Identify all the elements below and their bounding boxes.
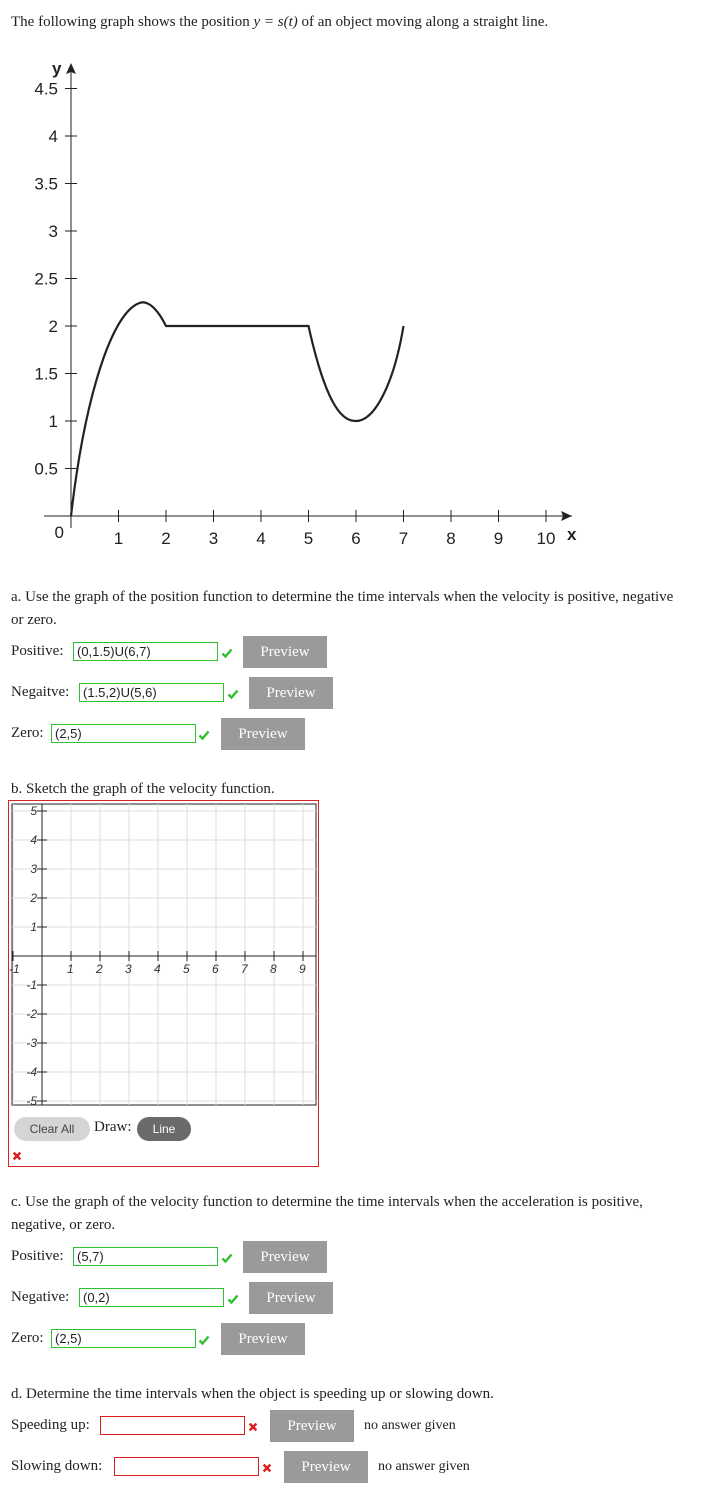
incorrect-x-icon [248,1422,258,1432]
sketch-y-tick-label: 1 [30,920,37,934]
x-tick-label: 4 [256,529,266,548]
y-tick-label: 2 [48,317,58,336]
part-a-prompt-line1: a. Use the graph of the position function to determine the time intervals when the velocity is positive, negative [11,589,674,605]
y-tick-label: 4.5 [34,79,58,99]
slowing-down-input[interactable] [114,1457,259,1476]
y-tick-label: 3 [48,222,58,241]
preview-button[interactable]: Preview [221,1323,305,1355]
velocity-zero-input[interactable]: (2,5) [51,724,196,743]
sketch-x-tick-label: 8 [270,962,277,976]
position-graph [0,55,600,555]
sketch-y-tick-label: 4 [30,833,37,847]
preview-button[interactable]: Preview [249,677,333,709]
preview-button[interactable]: Preview [284,1451,368,1483]
sketch-x-tick-label: -1 [9,962,20,976]
sketch-x-tick-label: 5 [183,962,190,976]
slowing-down-label: Slowing down: [11,1458,103,1474]
sketch-y-tick-label: -2 [26,1007,37,1021]
sketch-y-tick-label: -3 [26,1036,37,1050]
sketch-x-tick-label: 9 [299,962,306,976]
x-tick-label: 8 [446,529,456,548]
intro-text: The following graph shows the position y = s(t) of an object moving along a straight line. [11,14,549,30]
part-d-prompt: d. Determine the time intervals when the object is speeding up or slowing down. [11,1386,494,1402]
x-tick-label: 10 [536,529,556,548]
preview-button[interactable]: Preview [249,1282,333,1314]
clear-all-button[interactable]: Clear All [14,1117,90,1141]
sketch-x-tick-label: 6 [212,962,219,976]
origin-label: 0 [54,523,64,542]
x-tick-label: 6 [351,529,361,548]
sketch-x-tick-label: 2 [96,962,103,976]
correct-check-icon [198,1334,210,1346]
x-tick-label: 3 [208,529,219,548]
velocity-negative-label: Negaitve: [11,684,70,700]
sketch-x-tick-label: 4 [154,962,161,976]
correct-check-icon [221,1252,233,1264]
intro-math: y = s(t) [253,14,298,30]
part-c-prompt-line2: negative, or zero. [11,1217,116,1233]
velocity-positive-label: Positive: [11,643,64,659]
correct-check-icon [227,688,239,700]
acceleration-zero-input[interactable]: (2,5) [51,1329,196,1348]
incorrect-x-icon [262,1463,272,1473]
part-a-prompt-line2: or zero. [11,612,57,628]
draw-label: Draw: [94,1119,132,1135]
preview-button[interactable]: Preview [243,1241,327,1273]
sketch-y-tick-label: -1 [26,978,37,992]
correct-check-icon [221,647,233,659]
speeding-up-label: Speeding up: [11,1417,90,1433]
x-tick-label: 5 [303,529,314,548]
x-tick-label: 9 [493,529,504,548]
part-b-prompt: b. Sketch the graph of the velocity function. [11,781,275,797]
velocity-negative-input[interactable]: (1.5,2)U(5,6) [79,683,224,702]
sketch-y-tick-label: 2 [30,891,37,905]
preview-button[interactable]: Preview [243,636,327,668]
sketch-x-tick-label: 7 [241,962,248,976]
preview-button[interactable]: Preview [270,1410,354,1442]
y-tick-label: 0.5 [34,459,58,479]
position-curve [71,302,404,516]
part-c-prompt-line1: c. Use the graph of the velocity function to determine the time intervals when the acceleration is positive, [11,1194,643,1210]
incorrect-x-icon [12,1151,22,1161]
velocity-zero-label: Zero: [11,725,44,741]
y-tick-label: 1 [48,412,58,431]
x-tick-label: 2 [161,529,171,548]
acceleration-positive-input[interactable]: (5,7) [73,1247,218,1266]
correct-check-icon [198,729,210,741]
sketch-y-tick-label: -5 [26,1094,37,1108]
y-tick-label: 4 [48,127,58,146]
sketch-x-tick-label: 3 [125,962,132,976]
line-tool-button[interactable]: Line [137,1117,191,1141]
sketch-y-tick-label: 3 [30,862,37,876]
slowing-down-status: no answer given [378,1459,470,1474]
speeding-up-input[interactable] [100,1416,245,1435]
y-tick-label: 1.5 [34,364,58,384]
sketch-x-tick-label: 1 [67,962,74,976]
sketch-y-tick-label: 5 [30,804,37,818]
grid-border [12,804,316,1105]
correct-check-icon [227,1293,239,1305]
acceleration-zero-label: Zero: [11,1330,44,1346]
x-tick-label: 1 [113,529,124,548]
y-tick-label: 3.5 [34,174,58,194]
preview-button[interactable]: Preview [221,718,305,750]
velocity-sketch-canvas[interactable] [9,804,316,1108]
x-axis-label: x [567,525,577,544]
acceleration-negative-label: Negative: [11,1289,70,1305]
y-axis-label: y [52,59,62,78]
x-tick-label: 7 [398,529,409,548]
acceleration-negative-input[interactable]: (0,2) [79,1288,224,1307]
sketch-y-tick-label: -4 [26,1065,37,1079]
velocity-positive-input[interactable]: (0,1.5)U(6,7) [73,642,218,661]
acceleration-positive-label: Positive: [11,1248,64,1264]
speeding-up-status: no answer given [364,1418,456,1433]
y-tick-label: 2.5 [34,269,58,289]
